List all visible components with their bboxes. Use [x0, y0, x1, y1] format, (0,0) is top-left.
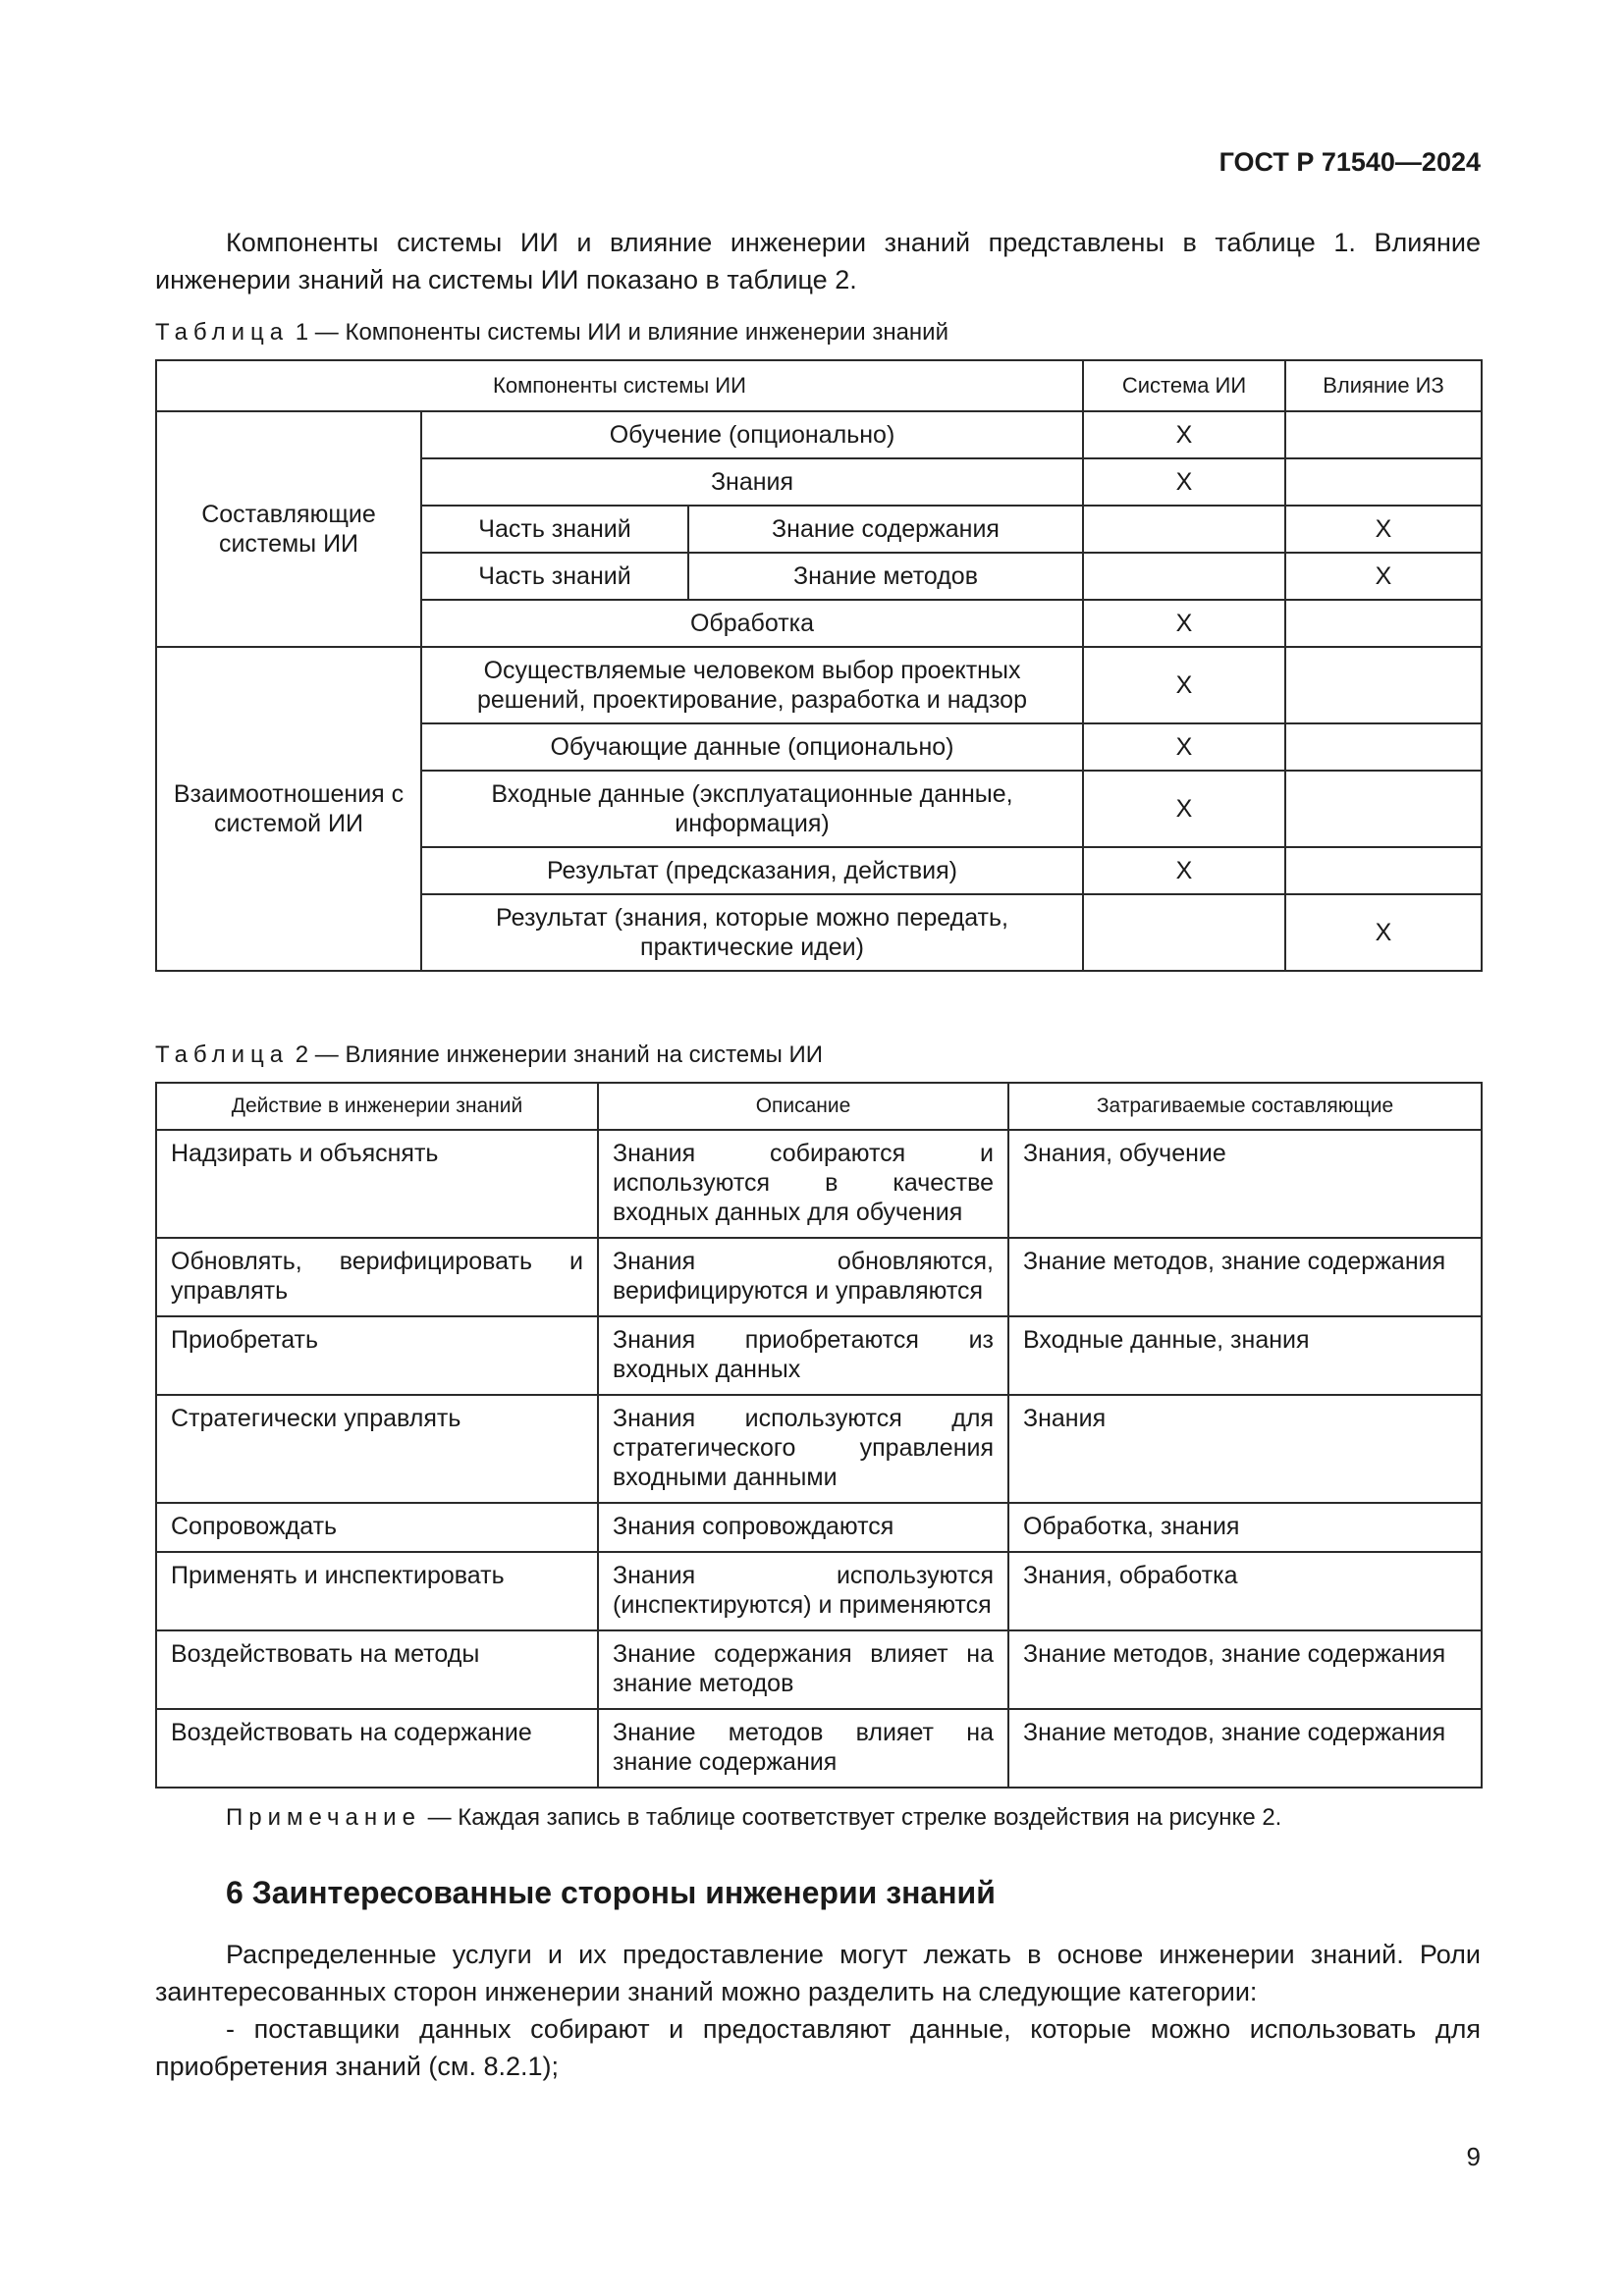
table2-header-row: [156, 1083, 1482, 1130]
component-name: Обработка: [421, 600, 1083, 647]
influence-mark: X: [1285, 894, 1482, 971]
component-name: Знания: [421, 458, 1083, 506]
system-mark: X: [1083, 600, 1285, 647]
intro-paragraph: Компоненты системы ИИ и влияние инженерии знаний представлены в таблице 1. Влияние инженерии знаний на системы ИИ показано в таблице 2.: [155, 228, 1481, 294]
table-row: [156, 1709, 1482, 1788]
component-name: Знание методов: [688, 553, 1083, 600]
action-cell: Воздействовать на методы: [156, 1630, 598, 1709]
description-cell: Знания приобретаются из входных данных: [598, 1316, 1008, 1395]
header-action: Действие в инженерии знаний: [156, 1083, 598, 1130]
affected-cell: Знания: [1008, 1395, 1482, 1503]
influence-mark: [1285, 458, 1482, 506]
system-mark: X: [1083, 647, 1285, 723]
system-mark: X: [1083, 458, 1285, 506]
component-name: Осуществляемые человеком выбор проектных решений, проектирование, разработка и надзор: [421, 647, 1083, 723]
component-name: Обучение (опционально): [421, 411, 1083, 458]
table-row: [156, 1316, 1482, 1395]
system-mark: X: [1083, 411, 1285, 458]
action-cell: Стратегически управлять: [156, 1395, 598, 1503]
page-number: 9: [1466, 2142, 1481, 2171]
description-cell: Знание методов влияет на знание содержания: [598, 1709, 1008, 1788]
table-row: [156, 1395, 1482, 1503]
affected-cell: Знания, обработка: [1008, 1552, 1482, 1630]
system-mark: [1083, 894, 1285, 971]
table-row: [156, 1238, 1482, 1316]
description-cell: Знания обновляются, верифицируются и управляются: [598, 1238, 1008, 1316]
table-row: [156, 1552, 1482, 1630]
table-row: [156, 411, 1482, 458]
section-heading: 6 Заинтересованные стороны инженерии знаний: [226, 1875, 996, 1910]
table-row: [156, 647, 1482, 723]
description-cell: Знания используются для стратегического управления входными данными: [598, 1395, 1008, 1503]
influence-mark: [1285, 411, 1482, 458]
table2-caption-text: 2 — Влияние инженерии знаний на системы ИИ: [295, 1041, 824, 1068]
action-cell: Обновлять, верифицировать и управлять: [156, 1238, 598, 1316]
component-name: Знание содержания: [688, 506, 1083, 553]
section-paragraph: Распределенные услуги и их предоставление могут лежать в основе инженерии знаний. Роли заинтересованных сторон инженерии знаний можно разделить на следующие категории:: [155, 1940, 1481, 2006]
influence-mark: [1285, 600, 1482, 647]
table-row: [156, 1130, 1482, 1238]
description-cell: Знания собираются и используются в качестве входных данных для обучения: [598, 1130, 1008, 1238]
table1-caption-word: Таблица: [155, 319, 290, 346]
component-name: Входные данные (эксплуатационные данные, информация): [421, 771, 1083, 847]
influence-mark: X: [1285, 506, 1482, 553]
list-item: - поставщики данных собирают и предоставляют данные, которые можно использовать для приобретения знаний (см. 8.2.1);: [155, 2014, 1481, 2081]
header-components: Компоненты системы ИИ: [156, 360, 1083, 411]
table-row: [156, 1630, 1482, 1709]
system-mark: X: [1083, 723, 1285, 771]
header-system: Система ИИ: [1083, 360, 1285, 411]
influence-mark: [1285, 847, 1482, 894]
knowledge-part-label: Часть знаний: [421, 506, 688, 553]
influence-table: [155, 1082, 1483, 1789]
group-label: Составляющие системы ИИ: [156, 411, 421, 647]
system-mark: [1083, 553, 1285, 600]
affected-cell: Входные данные, знания: [1008, 1316, 1482, 1395]
action-cell: Сопровождать: [156, 1503, 598, 1552]
influence-mark: [1285, 647, 1482, 723]
header-description: Описание: [598, 1083, 1008, 1130]
influence-mark: [1285, 771, 1482, 847]
system-mark: X: [1083, 847, 1285, 894]
components-table: [155, 359, 1483, 972]
table1-caption-text: 1 — Компоненты системы ИИ и влияние инженерии знаний: [295, 319, 948, 346]
component-name: Результат (знания, которые можно передать, практические идеи): [421, 894, 1083, 971]
table2-caption: [155, 1041, 823, 1069]
action-cell: Воздействовать на содержание: [156, 1709, 598, 1788]
action-cell: Приобретать: [156, 1316, 598, 1395]
system-mark: [1083, 506, 1285, 553]
description-cell: Знание содержания влияет на знание методов: [598, 1630, 1008, 1709]
influence-mark: X: [1285, 553, 1482, 600]
influence-mark: [1285, 723, 1482, 771]
header-affected: Затрагиваемые составляющие: [1008, 1083, 1482, 1130]
description-cell: Знания используются (инспектируются) и применяются: [598, 1552, 1008, 1630]
table-note: [226, 1804, 1281, 1832]
header-influence: Влияние ИЗ: [1285, 360, 1482, 411]
affected-cell: Обработка, знания: [1008, 1503, 1482, 1552]
table-row: [156, 1503, 1482, 1552]
note-label: Примечание: [226, 1804, 421, 1831]
note-text: — Каждая запись в таблице соответствует стрелке воздействия на рисунке 2.: [427, 1804, 1282, 1831]
table1-header-row: [156, 360, 1482, 411]
affected-cell: Знание методов, знание содержания: [1008, 1630, 1482, 1709]
system-mark: X: [1083, 771, 1285, 847]
description-cell: Знания сопровождаются: [598, 1503, 1008, 1552]
component-name: Результат (предсказания, действия): [421, 847, 1083, 894]
group-label: Взаимоотношения с системой ИИ: [156, 647, 421, 971]
table2-caption-word: Таблица: [155, 1041, 290, 1068]
table1-caption: [155, 319, 948, 347]
action-cell: Применять и инспектировать: [156, 1552, 598, 1630]
affected-cell: Знание методов, знание содержания: [1008, 1238, 1482, 1316]
component-name: Обучающие данные (опционально): [421, 723, 1083, 771]
knowledge-part-label: Часть знаний: [421, 553, 688, 600]
affected-cell: Знания, обучение: [1008, 1130, 1482, 1238]
action-cell: Надзирать и объяснять: [156, 1130, 598, 1238]
affected-cell: Знание методов, знание содержания: [1008, 1709, 1482, 1788]
document-code: ГОСТ Р 71540—2024: [1218, 147, 1481, 177]
